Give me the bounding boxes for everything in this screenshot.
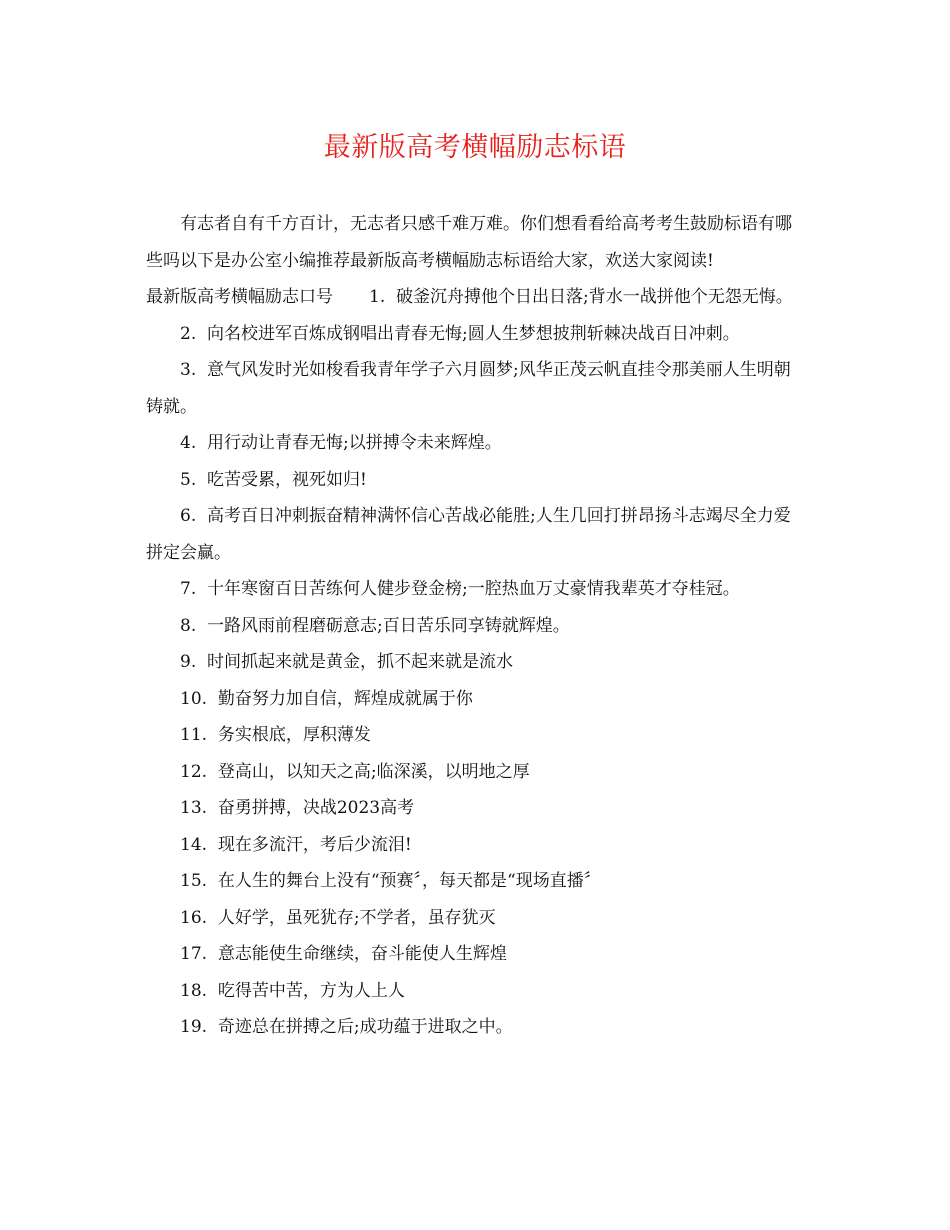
list-item xyxy=(146,790,804,827)
item-text: 意志能使生命继续，奋斗能使人生辉煌 xyxy=(217,944,507,964)
document-body xyxy=(146,206,804,1046)
item-number: 11. xyxy=(180,725,208,745)
item-number: 3. xyxy=(180,360,197,380)
item-number: 7. xyxy=(180,579,197,599)
subheading: 最新版高考横幅励志口号 xyxy=(146,287,333,307)
list-item xyxy=(146,352,804,425)
item-text: 十年寒窗百日苦练何人健步登金榜;一腔热血万丈豪情我辈英才夺桂冠。 xyxy=(207,579,740,599)
list-item xyxy=(146,973,804,1010)
item-text: 吃苦受累，视死如归! xyxy=(207,469,367,490)
list-item xyxy=(146,681,804,718)
list-item xyxy=(146,936,804,973)
document-title: 最新版高考横幅励志标语 xyxy=(323,132,627,163)
item-text: 一路风雨前程磨砺意志;百日苦乐同享铸就辉煌。 xyxy=(207,615,570,636)
item-text: 意气风发时光如梭看我青年学子六月圆梦;风华正茂云帆直挂令那美丽人生明朝铸就。 xyxy=(146,360,791,417)
item-number: 14. xyxy=(180,834,208,855)
item-number: 16. xyxy=(180,907,208,928)
list-item xyxy=(146,644,804,681)
item-text: 在人生的舞台上没有“预赛〞，每天都是“现场直播〞 xyxy=(217,871,601,891)
item-text: 务实根底，厚积薄发 xyxy=(217,725,371,745)
item-text: 破釜沉舟搏他个日出日落;背水一战拼他个无怨无悔。 xyxy=(396,287,793,307)
item-text: 现在多流汗，考后少流泪! xyxy=(217,834,412,855)
item-text: 高考百日冲刺振奋精神满怀信心苦战必能胜;人生几回打拼昂扬斗志竭尽全力爱拼定会赢。 xyxy=(146,506,791,563)
item-number: 6. xyxy=(180,506,197,526)
item-text: 吃得苦中苦，方为人上人 xyxy=(217,980,405,1001)
item-text: 时间抓起来就是黄金，抓不起来就是流水 xyxy=(207,652,514,672)
item-number: 1. xyxy=(369,287,386,307)
list-item xyxy=(146,754,804,791)
item-text: 人好学，虽死犹存;不学者，虽存犹灭 xyxy=(217,907,496,928)
item-number: 17. xyxy=(180,944,208,964)
item-number: 2. xyxy=(180,323,197,344)
item-text: 奇迹总在拼搏之后;成功蕴于进取之中。 xyxy=(217,1017,513,1037)
item-number: 12. xyxy=(180,761,208,782)
item-number: 5. xyxy=(180,469,197,490)
subheading-with-first-item xyxy=(146,279,804,316)
item-number: 19. xyxy=(180,1017,208,1037)
list-item xyxy=(146,863,804,900)
item-number: 10. xyxy=(180,688,208,709)
item-text: 登高山，以知天之高;临深溪，以明地之厚 xyxy=(217,761,530,782)
list-item xyxy=(146,608,804,645)
list-item xyxy=(146,462,804,499)
item-number: 18. xyxy=(180,980,208,1001)
item-text: 用行动让青春无悔;以拼搏令未来辉煌。 xyxy=(207,433,502,453)
item-number: 15. xyxy=(180,871,208,891)
item-number: 13. xyxy=(180,798,208,818)
list-item xyxy=(146,316,804,353)
list-item xyxy=(146,498,804,571)
item-number: 4. xyxy=(180,433,197,453)
item-text: 奋勇拼搏，决战2023高考 xyxy=(217,798,415,818)
item-number: 9. xyxy=(180,652,197,672)
item-number: 8. xyxy=(180,615,197,636)
list-item xyxy=(146,425,804,462)
item-text: 勤奋努力加自信，辉煌成就属于你 xyxy=(217,688,473,709)
list-item xyxy=(146,1009,804,1046)
item-text: 向名校进军百炼成钢唱出青春无悔;圆人生梦想披荆斩棘决战百日冲刺。 xyxy=(207,323,740,344)
list-item xyxy=(146,900,804,937)
list-item xyxy=(146,827,804,864)
intro-paragraph: 有志者自有千方百计，无志者只感千难万难。你们想看看给高考考生鼓励标语有哪些吗以下是办公室小编推荐最新版高考横幅励志标语给大家，欢送大家阅读! xyxy=(146,214,792,271)
list-item xyxy=(146,571,804,608)
list-item xyxy=(146,717,804,754)
